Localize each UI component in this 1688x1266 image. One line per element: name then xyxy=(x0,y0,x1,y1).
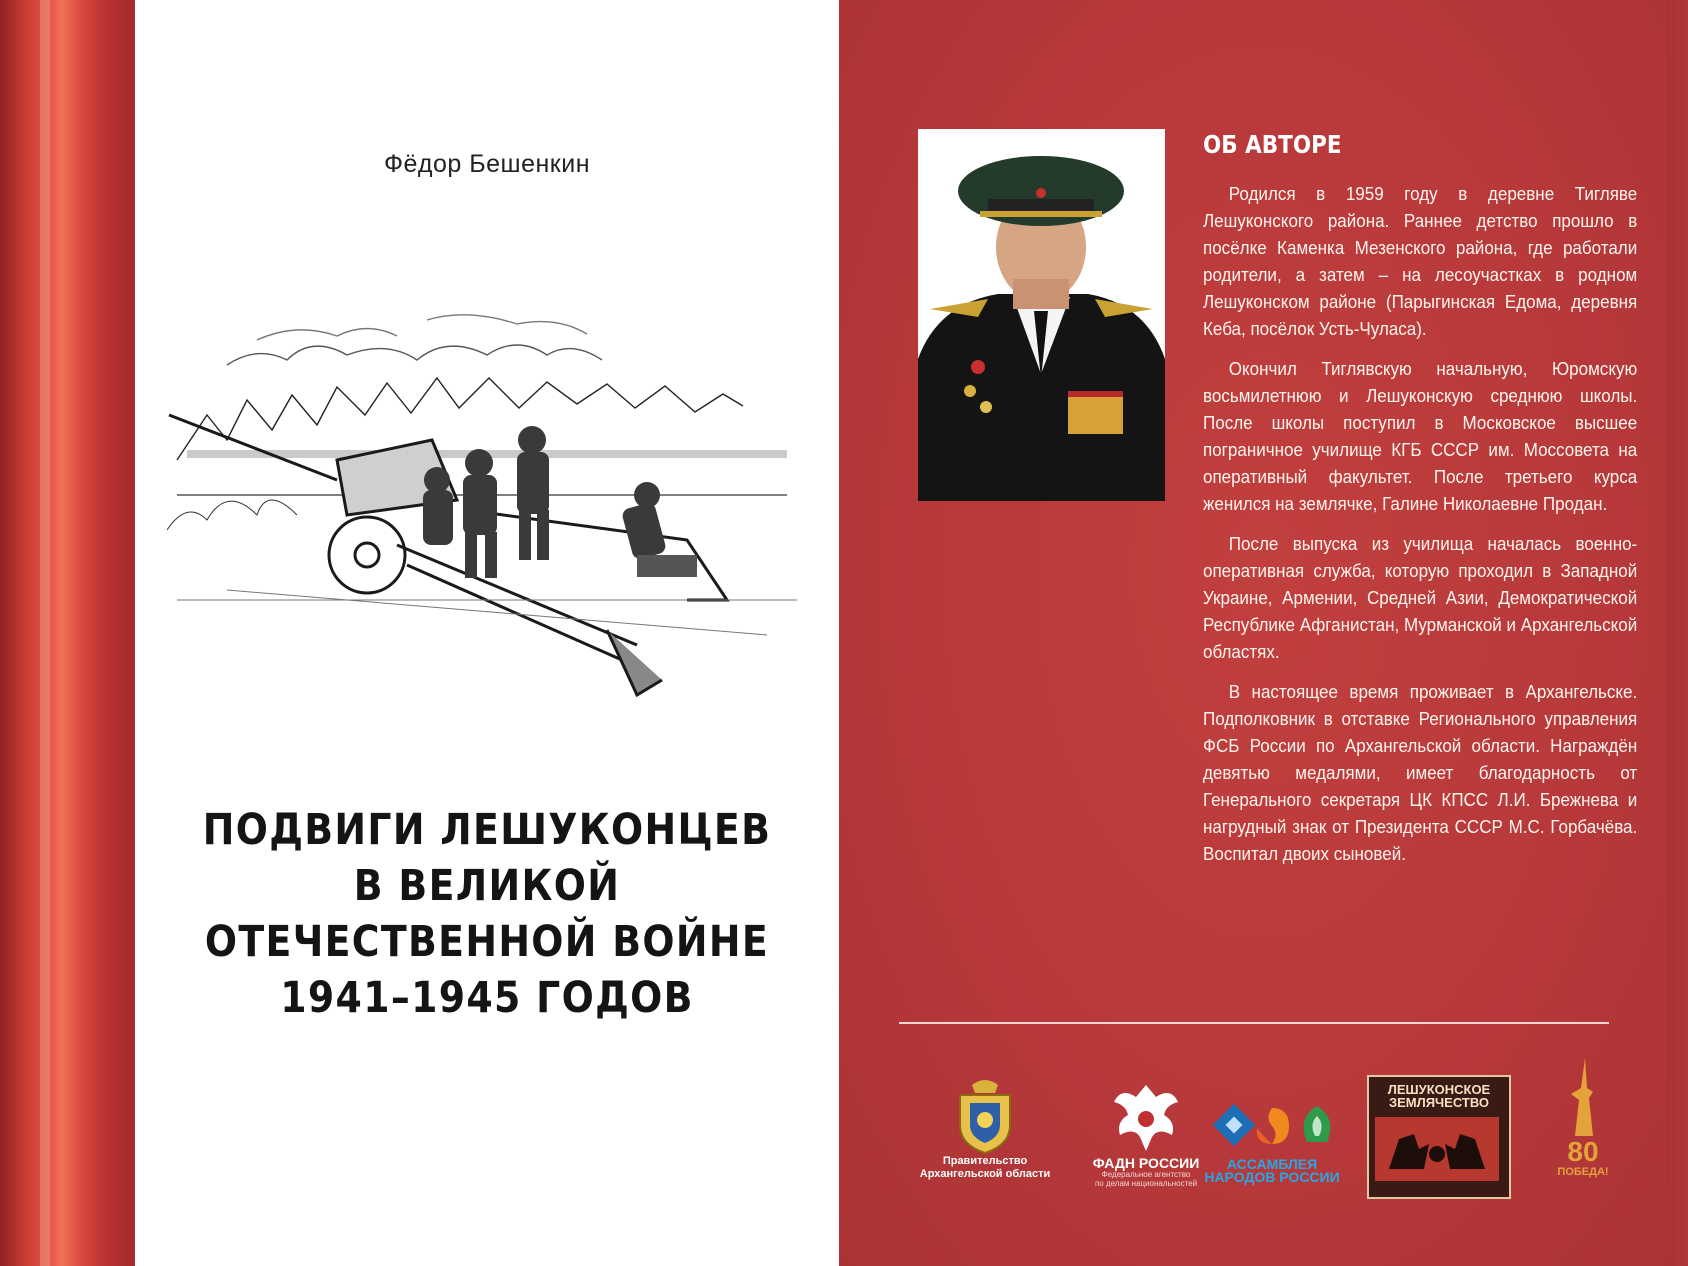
author-photo xyxy=(918,129,1165,501)
assembly-label-line-1: АССАМБЛЕЯ xyxy=(1226,1156,1318,1172)
about-author-heading: ОБ АВТОРЕ xyxy=(1203,130,1342,159)
victory-number: 80 xyxy=(1567,1136,1599,1167)
bio-paragraph-1: Родился в 1959 году в деревне Тигляве Лешуконского района. Раннее детство прошло в посёлке Каменка Мезенского района, где работали родители, а затем – на лесоучастках в родном Лешуконском районе (Парыгинская Едома, деревня Кеба, посёлок Усть-Чуласа). xyxy=(1203,183,1638,339)
leshukonskoye-zemlyachestvo-logo xyxy=(1367,1075,1511,1199)
title-line-3: ОТЕЧЕСТВЕННОЙ ВОЙНЕ xyxy=(204,917,770,967)
victory-word: ПОБЕДА! xyxy=(1557,1166,1609,1178)
arkhangelsk-government-logo xyxy=(895,1075,1075,1181)
fadn-label: ФАДН РОССИИ xyxy=(1092,1155,1200,1171)
title-line-2: В ВЕЛИКОЙ xyxy=(353,861,621,911)
author-biography xyxy=(1203,180,1637,880)
assembly-of-peoples-logo xyxy=(1187,1098,1357,1184)
victory-80-logo xyxy=(1547,1058,1619,1198)
author-name: Фёдор Бешенкин xyxy=(383,150,591,178)
divider-line xyxy=(899,1022,1609,1024)
bio-paragraph-4: В настоящее время проживает в Архангельске. Подполковник в отставке Регионального управления ФСБ России по Архангельской области. Награждён девятью медалями, имеет благодарность от Генерального секретаря ЦК КПСС Л.И. Брежнева и нагрудный знак от Президента СССР М.С. Горбачёва. Воспитал двоих сыновей. xyxy=(1203,681,1638,864)
motherland-statue-icon xyxy=(1563,1058,1603,1138)
coat-of-arms-icon xyxy=(950,1075,1020,1155)
front-cover xyxy=(135,0,839,1266)
arkhangelsk-label-line-1: Правительство xyxy=(942,1155,1028,1167)
spine-highlight xyxy=(40,0,50,1266)
title-line-1: ПОДВИГИ ЛЕШУКОНЦЕВ xyxy=(202,805,772,855)
zemlyachestvo-line-1: ЛЕШУКОНСКОЕ xyxy=(1387,1082,1491,1097)
zemlyachestvo-line-2: ЗЕМЛЯЧЕСТВО xyxy=(1388,1095,1490,1110)
fadn-sub-line-1: Федеральное агентство xyxy=(1101,1170,1191,1179)
bio-paragraph-3: После выпуска из училища началась военно-оперативная служба, которую проходил в Западной Украине, Армении, Средней Азии, Демократической Республике Афганистан, Мурманской и Архангельской областях. xyxy=(1203,533,1638,662)
title-line-4: 1941–1945 ГОДОВ xyxy=(280,973,694,1023)
back-cover-edge xyxy=(1666,0,1688,1266)
artillery-crew-illustration xyxy=(167,300,807,720)
back-cover xyxy=(839,0,1688,1266)
assembly-label-line-2: НАРОДОВ РОССИИ xyxy=(1204,1169,1340,1185)
fadn-sub-line-2: по делам национальностей xyxy=(1094,1179,1198,1188)
assembly-emblem-icon xyxy=(1197,1098,1347,1158)
arkhangelsk-label-line-2: Архангельской области xyxy=(919,1168,1051,1180)
bio-paragraph-2: Окончил Тиглявскую начальную, Юромскую восьмилетнюю и Лешуконскую среднюю школы. После школы поступил в Московское высшее пограничное училище КГБ СССР им. Моссовета на оперативный факультет. После третьего курса женился на землячке, Галине Николаевне Продан. xyxy=(1203,358,1638,514)
book-title xyxy=(177,802,797,1026)
book-spine xyxy=(0,0,135,1266)
horses-ornament-icon xyxy=(1369,1109,1505,1189)
double-headed-eagle-icon xyxy=(1106,1077,1186,1157)
